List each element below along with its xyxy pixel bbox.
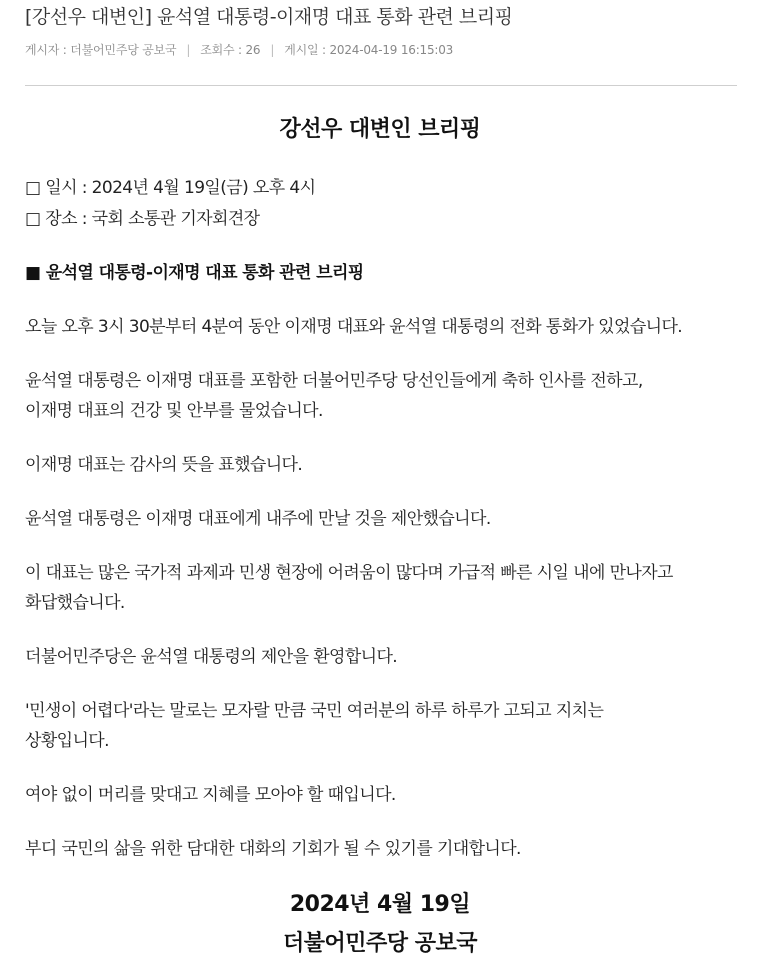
paragraph-line: 더불어민주당은 윤석열 대통령의 제안을 환영합니다. — [25, 647, 398, 667]
briefing-subheading: ■ 윤석열 대통령-이재명 대표 통화 관련 브리핑 — [25, 263, 364, 283]
meta-separator: | — [186, 43, 191, 57]
post-meta — [25, 42, 453, 58]
post-date: 게시일 : 2024-04-19 16:15:03 — [284, 43, 454, 57]
paragraph-line: '민생이 어렵다'라는 말로는 모자랄 만큼 국민 여러분의 하루 하루가 고되고 지치는 — [25, 701, 604, 721]
paragraph-line: 이재명 대표의 건강 및 안부를 물었습니다. — [25, 401, 323, 421]
post-title: [강선우 대변인] 윤석열 대통령-이재명 대표 통화 관련 브리핑 — [25, 6, 513, 28]
briefing-heading: 강선우 대변인 브리핑 — [279, 117, 481, 142]
paragraph-line: 상황입니다. — [25, 731, 109, 751]
paragraph-line: 여야 없이 머리를 맞대고 지혜를 모아야 할 때입니다. — [25, 785, 396, 805]
paragraph-line: 오늘 오후 3시 30분부터 4분여 동안 이재명 대표와 윤석열 대통령의 전화 통화가 있었습니다. — [25, 317, 683, 337]
paragraph-line: 이 대표는 많은 국가적 과제과 민생 현장에 어려움이 많다며 가급적 빠른 시일 내에 만나자고 — [25, 563, 673, 583]
briefing-place: □ 장소 : 국회 소통관 기자회견장 — [25, 209, 260, 229]
author-label: 게시자 : 더불어민주당 공보국 — [25, 43, 177, 57]
meta-separator: | — [270, 43, 275, 57]
paragraph-line: 윤석열 대통령은 이재명 대표에게 내주에 만날 것을 제안했습니다. — [25, 509, 491, 529]
paragraph-line: 화답했습니다. — [25, 593, 125, 613]
briefing-org: 더불어민주당 공보국 — [283, 931, 477, 956]
briefing-time: □ 일시 : 2024년 4월 19일(금) 오후 4시 — [25, 178, 316, 198]
view-count: 조회수 : 26 — [200, 43, 261, 57]
paragraph-line: 윤석열 대통령은 이재명 대표를 포함한 더불어민주당 당선인들에게 축하 인사를 전하고, — [25, 371, 643, 391]
paragraph-line: 부디 국민의 삶을 위한 담대한 대화의 기회가 될 수 있기를 기대합니다. — [25, 839, 521, 859]
divider — [25, 85, 737, 86]
paragraph-line: 이재명 대표는 감사의 뜻을 표했습니다. — [25, 455, 303, 475]
briefing-date: 2024년 4월 19일 — [289, 892, 471, 917]
